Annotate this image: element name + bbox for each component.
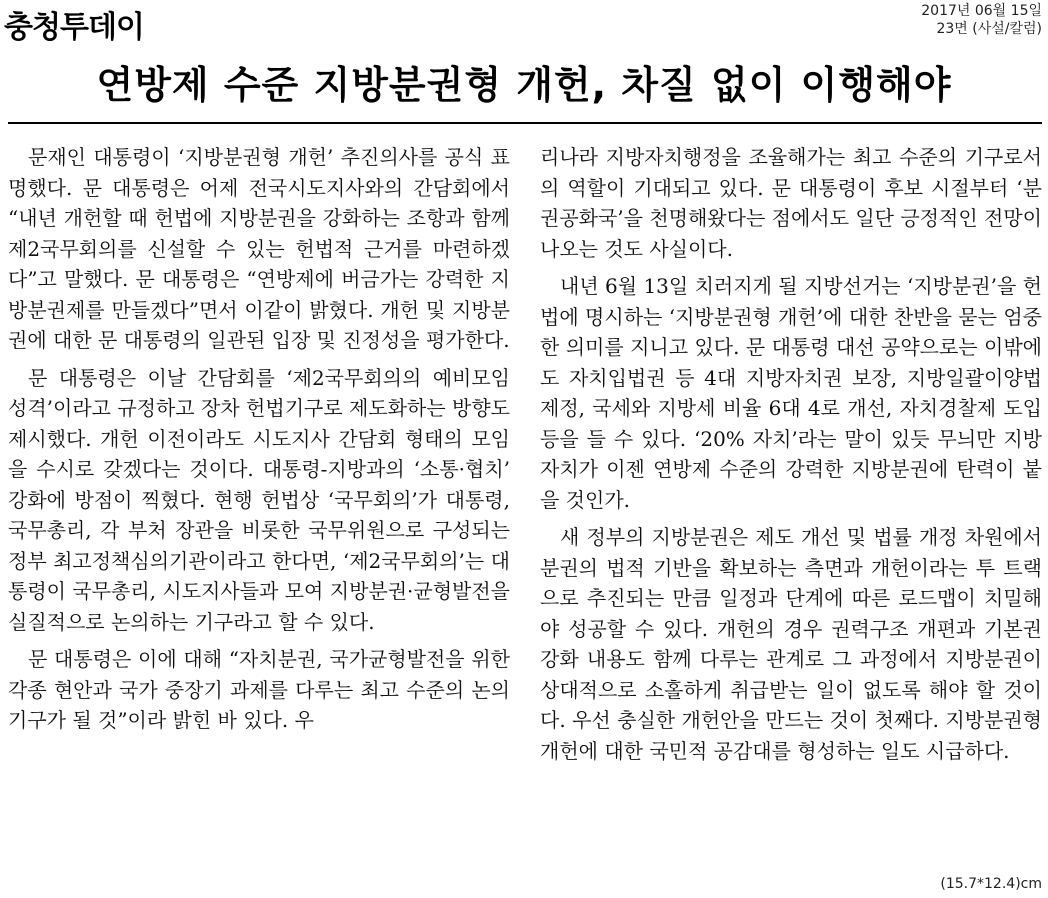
article-column-right: [540, 142, 1042, 773]
paragraph: 문재인 대통령이 ‘지방분권형 개헌’ 추진의사를 공식 표명했다. 문 대통령은 어제 전국시도지사와의 간담회에서 “내년 개헌할 때 헌법에 지방분권을 강화하는 조항과 함께 제2국무회의를 신설할 수 있는 헌법적 근거를 마련하겠다”고 말했다. 문 대통령은 “연방제에 버금가는 강력한 지방분권제를 만들겠다”면서 이같이 밝혔다. 개헌 및 지방분권에 대한 문 대통령의 일관된 입장 및 진정성을 평가한다.: [8, 145, 510, 352]
newspaper-masthead: 충청투데이: [4, 10, 144, 45]
paragraph: 리나라 지방자치행정을 조율해가는 최고 수준의 기구로서의 역할이 기대되고 있다. 문 대통령이 후보 시절부터 ‘분권공화국’을 천명해왔다는 점에서도 일단 긍정적인 전망이 나오는 것도 사실이다.: [540, 145, 1042, 261]
publication-meta: [921, 2, 1042, 38]
article-size-note: (15.7*12.4)cm: [940, 876, 1042, 892]
paragraph: 문 대통령은 이날 간담회를 ‘제2국무회의의 예비모임 성격’이라고 규정하고 장차 헌법기구로 제도화하는 방향도 제시했다. 개헌 이전이라도 시도지사 간담회 형태의 모임을 수시로 갖겠다는 것이다. 대통령-지방과의 ‘소통·협치’ 강화에 방점이 찍혔다. 현행 헌법상 ‘국무회의’가 대통령, 국무총리, 각 부처 장관을 비롯한 국무위원으로 구성되는 정부 최고정책심의기관이라고 한다면, ‘제2국무회의’는 대통령이 국무총리, 시도지사들과 모여 지방분권·균형발전을 실질적으로 논의하는 기구라고 할 수 있다.: [8, 365, 510, 634]
article-headline: 연방제 수준 지방분권형 개헌, 차질 없이 이행해야: [96, 63, 952, 107]
page-section: 23면 (사설/칼럼): [936, 21, 1042, 37]
publication-date: 2017년 06월 15일: [921, 3, 1042, 19]
article-column-left: [8, 142, 510, 743]
paragraph: 내년 6월 13일 치러지게 될 지방선거는 ‘지방분권’을 헌법에 명시하는 ‘지방분권형 개헌’에 대한 찬반을 묻는 엄중한 의미를 지니고 있다. 문 대통령 대선 공약으로는 이밖에도 자치입법권 등 4대 지방자치권 보장, 지방일괄이양법 제정, 국세와 지방세 비율 6대 4로 개선, 자치경찰제 도입 등을 들 수 있다. ‘20% 자치’라는 말이 있듯 무늬만 지방자치가 이젠 연방제 수준의 강력한 지방분권에 탄력이 붙을 것인가.: [540, 274, 1042, 512]
headline-divider: [8, 122, 1042, 124]
paragraph: 문 대통령은 이에 대해 “자치분권, 국가균형발전을 위한 각종 현안과 국가 중장기 과제를 다루는 최고 수준의 논의기구가 될 것”이라 밝힌 바 있다. 우: [8, 647, 510, 732]
paragraph: 새 정부의 지방분권은 제도 개선 및 법률 개정 차원에서 분권의 법적 기반을 확보하는 측면과 개헌이라는 투 트랙으로 추진되는 만큼 일정과 단계에 따른 로드맵이 치밀해야 성공할 수 있다. 개헌의 경우 권력구조 개편과 기본권 강화 내용도 함께 다루는 관계로 그 과정에서 지방분권이 상대적으로 소홀하게 취급받는 일이 없도록 해야 할 것이다. 우선 충실한 개헌안을 만드는 것이 첫째다. 지방분권형 개헌에 대한 국민적 공감대를 형성하는 일도 시급하다.: [540, 525, 1042, 763]
